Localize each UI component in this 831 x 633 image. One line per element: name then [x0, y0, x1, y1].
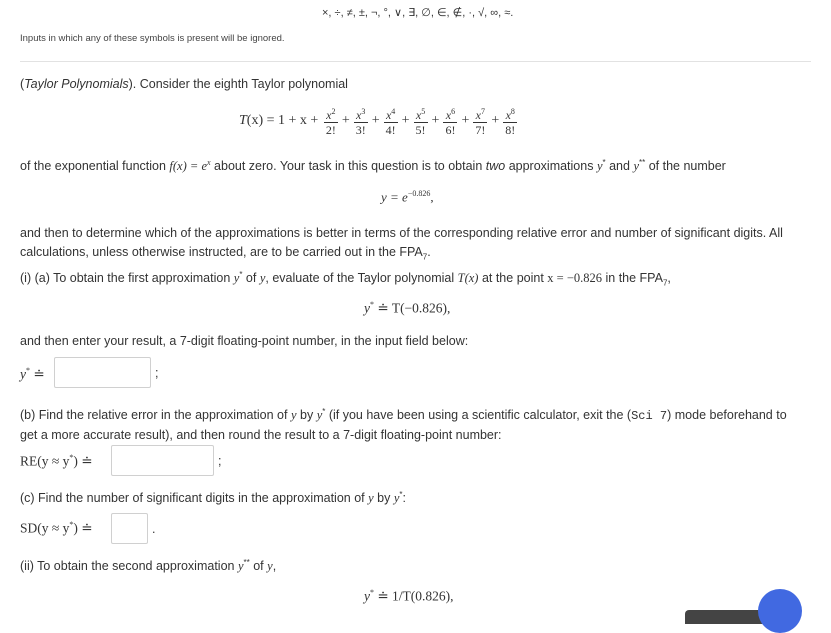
function-description: of the exponential function $f(x) = e^x$ about zero. Your task in this question is to obtain two approximations y* and y** of the number [20, 158, 726, 174]
intro-text: (Taylor Polynomials). Consider the eighth Taylor polynomial [20, 77, 348, 91]
input-suffix: ; [155, 366, 159, 380]
taylor-term-fraction: $\frac{x^4}{4!}$ [385, 107, 396, 137]
input-suffix: . [152, 522, 156, 536]
y-star-label: y* ≐ [20, 366, 45, 382]
part-b-instructions: (b) Find the relative error in the approximation of y by y* (if you have been using a scientific calculator, exit the (Sci 7) mode beforehand to get a more accurate result), and then round the result to a 7-digit floating-point number: [20, 407, 787, 443]
scroll-to-top-button[interactable] [758, 589, 802, 633]
enter-result-note: and then enter your result, a 7-digit floating-point number, in the input field below: [20, 334, 469, 348]
first-approximation-equation: y* ≐ T(−0.826), [364, 300, 451, 316]
relative-error-label: RE(y ≈ y*) ≐ [20, 453, 93, 469]
target-number-equation: $y = e^{-0.826}$, [381, 189, 434, 205]
ignored-symbols-note: Inputs in which any of these symbols is present will be ignored. [20, 33, 285, 44]
second-approximation-equation: y* ≐ 1/T(0.826), [364, 588, 454, 604]
taylor-term-fraction: $\frac{x^8}{8!}$ [505, 107, 516, 137]
y-star-input[interactable] [54, 357, 151, 388]
taylor-polynomial: T(x) = 1 + x + $\frac{x^2}{2!}$ + $\frac{x^3}{3!}$ + $\frac{x^4}{4!}$ + $\frac{x^5}{5!}$ + $\frac{x^6}{6!}$ + $\frac{x^7}{7!}$ + $\frac{x^8}{8!}$ [239, 107, 516, 137]
divider [20, 61, 811, 62]
significant-digits-input[interactable] [111, 513, 148, 544]
taylor-term-fraction: $\frac{x^6}{6!}$ [445, 107, 456, 137]
task-description: and then to determine which of the approximations is better in terms of the corresponding relative error and number of significant digits. All calculations, unless otherwise instructed, are to be carried out in the $FPA_7$. [20, 226, 783, 262]
taylor-term-fraction: $\frac{x^7}{7!}$ [475, 107, 486, 137]
significant-digits-label: SD(y ≈ y*) ≐ [20, 520, 93, 536]
input-suffix: ; [218, 454, 222, 468]
taylor-term-fraction: $\frac{x^2}{2!}$ [325, 107, 336, 137]
taylor-term-fraction: $\frac{x^3}{3!}$ [355, 107, 366, 137]
sci-mode-code: Sci 7 [631, 409, 668, 424]
part-ii-instructions: (ii) To obtain the second approximation y** of y, [20, 558, 277, 574]
topic-title: Taylor Polynomials [24, 77, 129, 91]
part-i-a-instructions: (i) (a) To obtain the first approximation y* of y, evaluate of the Taylor polynomial T(x) at the point x = −0.826 in the $FPA_7$, [20, 270, 671, 288]
part-c-instructions: (c) Find the number of significant digits in the approximation of y by y*: [20, 490, 406, 506]
relative-error-input[interactable] [111, 445, 214, 476]
forbidden-symbols-list: ×, ÷, ≠, ±, ¬, °, ∨, ∃, ∅, ∈, ∉, ·, √, ∞, ≈. [322, 7, 514, 19]
taylor-term-fraction: $\frac{x^5}{5!}$ [415, 107, 426, 137]
